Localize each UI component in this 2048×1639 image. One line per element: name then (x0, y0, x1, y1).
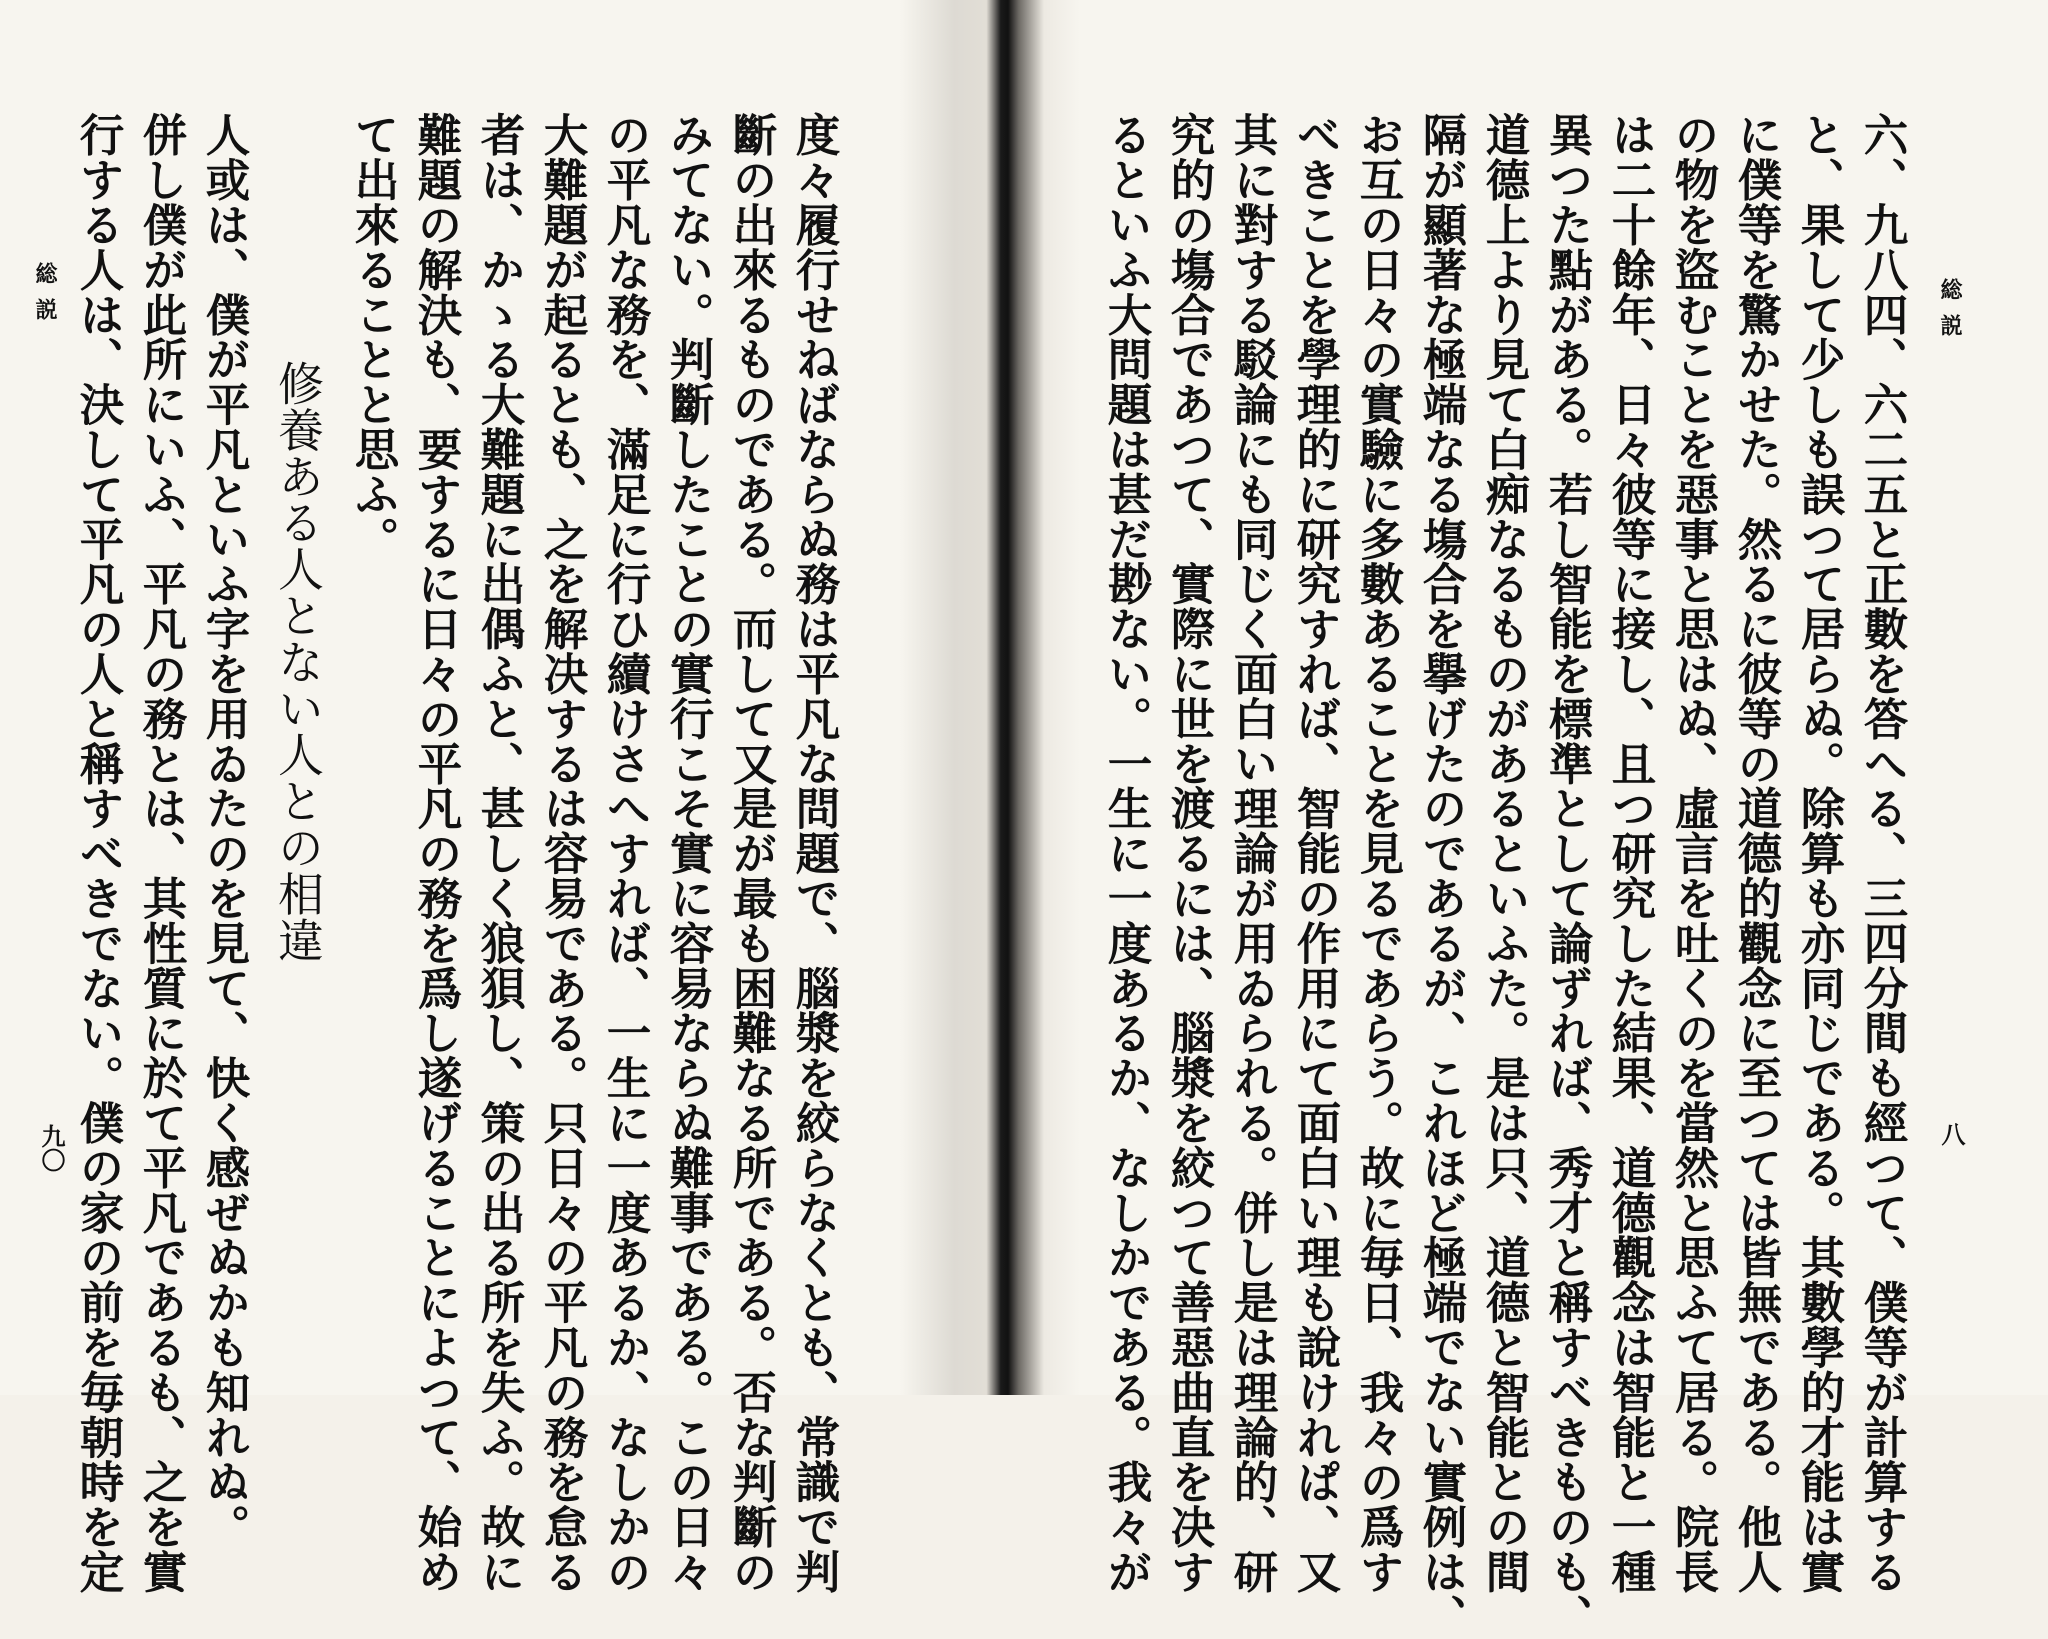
text-column: 行する人は、決して平凡の人と稱すべきでない。僕の家の前を毎朝時を定 (72, 112, 124, 1594)
text-column: 併し僕が此所にいふ、平凡の務とは、其性質に於て平凡であるも、之を實 (135, 112, 187, 1594)
left-running-head: 総説 (32, 262, 58, 334)
right-page-text (1100, 112, 1913, 1639)
right-running-head: 総説 (1937, 278, 1963, 350)
left-page-number: 九〇 (37, 1124, 66, 1172)
section-heading: 修養ある人とない人との相違 (271, 360, 325, 964)
text-column: の平凡な務を、滿足に行ひ續けさへすれば、一生に一度あるか、なしかの (599, 112, 651, 1594)
text-column: みてない。判斷したことの實行こそ實に容易ならぬ難事である。この日々 (662, 112, 714, 1594)
right-page-number: 八 (1937, 1122, 1966, 1146)
text-column: と、果して少しも誤つて居らぬ。除算も亦同じである。其數學的才能は實 (1793, 112, 1845, 1594)
text-column: 度々履行せねばならぬ務は平凡な問題で、腦漿を絞らなくとも、常識で判 (788, 112, 840, 1594)
text-column: 異つた點がある。若し智能を標準として論ずれば、秀才と稱すべきものも、 (1541, 112, 1593, 1639)
text-column: 大難題が起るとも、之を解决するは容易である。只日々の平凡の務を怠る (536, 112, 588, 1594)
left-page-text (72, 112, 845, 1594)
text-column: は二十餘年、日々彼等に接し、且つ研究した結果、道德觀念は智能と一種 (1604, 112, 1656, 1594)
text-column: の物を盜むことを惡事と思はぬ、虛言を吐くのを當然と思ふて居る。院長 (1667, 112, 1719, 1594)
text-column: 人或は、僕が平凡といふ字を用ゐたのを見て、快く感ぜぬかも知れぬ。 (198, 112, 250, 1549)
text-column: 道德上より見て白痴なるものがあるといふた。是は只、道德と智能との間 (1478, 112, 1530, 1594)
book-gutter (900, 0, 1080, 1395)
text-column: べきことを學理的に研究すれば、智能の作用にて面白い理も說けれぱ、又 (1289, 112, 1341, 1594)
text-column: 者は、かゝる大難題に出偶ふと、甚しく狼狽し、策の出る所を失ふ。故に (473, 112, 525, 1594)
text-column: お互の日々の實驗に多數あることを見るであらう。故に毎日、我々の爲す (1352, 112, 1404, 1594)
text-column: 隔が顯著な極端なる塲合を擧げたのであるが、これほど極端でない實例は、 (1415, 112, 1467, 1639)
text-column: るといふ大問題は甚だ尠ない。一生に一度あるか、なしかである。我々が (1100, 112, 1152, 1594)
text-column: 難題の解決も、要するに日々の平凡の務を爲し遂げることによつて、始め (410, 112, 462, 1594)
text-column: 斷の出來るものである。而して又是が最も困難なる所である。否な判斷の (725, 112, 777, 1594)
text-column: に僕等を驚かせた。然るに彼等の道德的觀念に至つては皆無である。他人 (1730, 112, 1782, 1594)
text-column: 其に對する駁論にも同じく面白い理論が用ゐられる。併し是は理論的、研 (1226, 112, 1278, 1594)
text-column: て出來ることと思ふ。 (347, 112, 399, 561)
text-column: 六、九八四、六二五と正數を答へる、三四分間も經つて、僕等が計算する (1856, 112, 1908, 1594)
text-column: 究的の塲合であつて、實際に世を渡るには、腦漿を絞つて善惡曲直を决す (1163, 112, 1215, 1594)
